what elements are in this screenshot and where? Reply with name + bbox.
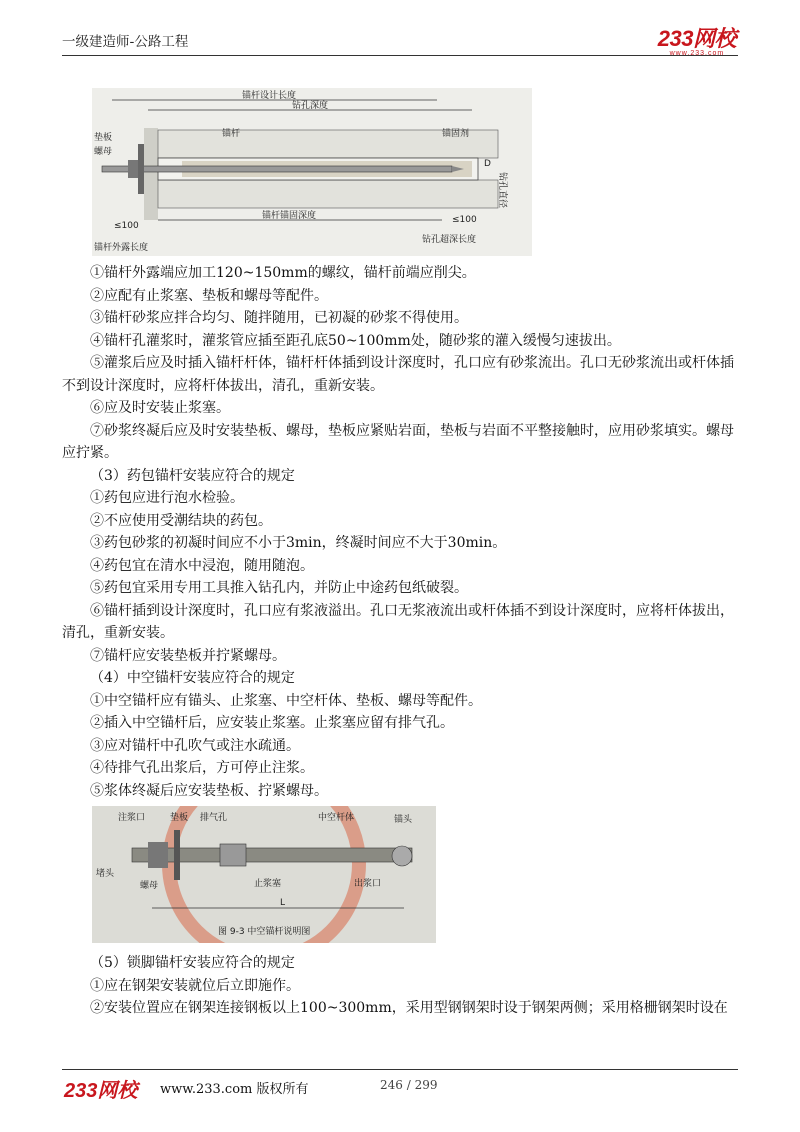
label-grout-inlet: 注浆口 — [118, 813, 146, 823]
paragraph: ②插入中空锚杆后，应安装止浆塞。止浆塞应留有排气孔。 — [90, 715, 454, 731]
label-pad-2: 垫板 — [170, 813, 189, 823]
paragraph: ③锚杆砂浆应拌合均匀、随拌随用，已初凝的砂浆不得使用。 — [90, 310, 468, 326]
label-outlet: 出浆口 — [354, 879, 382, 889]
paragraph: ⑦锚杆应安装垫板并拧紧螺母。 — [90, 647, 286, 664]
paragraph: （5）锁脚锚杆安装应符合的规定 — [90, 955, 295, 971]
label-over-limit: ≤100 — [452, 215, 477, 225]
label-length: L — [280, 898, 286, 908]
body-section-2 — [62, 952, 738, 1020]
paragraph: ②不应使用受潮结块的药包。 — [90, 512, 272, 529]
paragraph: ⑤浆体终凝后应安装垫板、拧紧螺母。 — [90, 782, 328, 799]
hollow-bolt-diagram — [92, 806, 436, 943]
label-vent: 排气孔 — [200, 813, 228, 823]
paragraph: ④锚杆孔灌浆时，灌浆管应插至距孔底50~100mm处，随砂浆的灌入缓慢匀速拔出。 — [90, 332, 621, 349]
label-stop-plug: 止浆塞 — [254, 879, 282, 889]
footer-copyright: www.233.com 版权所有 — [160, 1082, 309, 1097]
label-plug-head: 堵头 — [96, 869, 115, 879]
label-anchor-head: 锚头 — [394, 815, 413, 825]
paragraph: （3）药包锚杆安装应符合的规定 — [90, 467, 295, 484]
label-exposed-length: 锚杆外露长度 — [94, 243, 149, 253]
paragraph: ⑤灌浆后应及时插入锚杆杆体，锚杆杆体插到设计深度时，孔口应有砂浆流出。孔口无砂浆流出或杆体插不到设计深度时，应将杆体拔出，清孔，重新安装。 — [62, 355, 734, 394]
logo-text: 233网校 — [657, 26, 736, 51]
figure2-caption: 图 9-3 中空锚杆说明图 — [218, 927, 311, 937]
label-hole-diameter: 钻孔直径 — [497, 172, 507, 209]
paragraph: ④药包宜在清水中浸泡，随用随泡。 — [90, 557, 314, 574]
label-pad: 垫板 — [94, 133, 113, 143]
paragraph: ②应配有止浆塞、垫板和螺母等配件。 — [90, 287, 328, 304]
paragraph: ①药包应进行泡水检验。 — [90, 490, 244, 506]
body-section-1 — [62, 262, 738, 802]
label-rod: 锚杆 — [222, 129, 241, 139]
paragraph: ①应在钢架安装就位后立即施作。 — [90, 977, 300, 994]
logo-url: www.233.com — [669, 50, 725, 57]
paragraph: ③药包砂浆的初凝时间应不小于3min，终凝时间应不大于30min。 — [90, 535, 507, 551]
paragraph: ①中空锚杆应有锚头、止浆塞、中空杆体、垫板、螺母等配件。 — [90, 692, 482, 709]
document-header-title: 一级建造师-公路工程 — [62, 34, 189, 50]
paragraph: ②安装位置应在钢架连接钢板以上100~300mm，采用型钢钢架时设于钢架两侧；采用格栅钢架时设在 — [90, 1000, 728, 1016]
footer-logo[interactable]: 233网校 — [64, 1080, 138, 1102]
page-number: 246 / 299 — [380, 1078, 438, 1092]
label-design-length: 锚杆设计长度 — [242, 91, 297, 101]
label-hole-depth: 钻孔深度 — [292, 101, 329, 111]
label-diameter-symbol: D — [484, 159, 491, 169]
paragraph: （4）中空锚杆安装应符合的规定 — [90, 670, 295, 686]
label-hollow-rod: 中空杆体 — [318, 813, 355, 823]
label-exposed-limit: ≤100 — [114, 221, 139, 231]
paragraph: ④待排气孔出浆后，方可停止注浆。 — [90, 760, 314, 776]
header-divider — [62, 55, 738, 56]
label-nut-2: 螺母 — [140, 881, 159, 891]
label-nut: 螺母 — [94, 147, 113, 157]
paragraph: ⑦砂浆终凝后应及时安装垫板、螺母，垫板应紧贴岩面，垫板与岩面不平整接触时，应用砂浆填实。螺母应拧紧。 — [62, 422, 734, 461]
paragraph: ⑥锚杆插到设计深度时，孔口应有浆液溢出。孔口无浆液流出或杆体插不到设计深度时，应将杆体拔出，清孔，重新安装。 — [62, 602, 734, 641]
paragraph: ⑥应及时安装止浆塞。 — [90, 400, 230, 416]
paragraph: ③应对锚杆中孔吹气或注水疏通。 — [90, 737, 300, 754]
paragraph: ①锚杆外露端应加工120~150mm的螺纹，锚杆前端应削尖。 — [90, 265, 476, 281]
paragraph: ⑤药包宜采用专用工具推入钻孔内，并防止中途药包纸破裂。 — [90, 580, 468, 596]
footer-divider — [62, 1069, 738, 1070]
rock-bolt-diagram — [92, 88, 532, 256]
label-anchor-depth: 锚杆锚固深度 — [262, 211, 317, 221]
brand-logo[interactable] — [658, 22, 736, 57]
label-over-length: 钻孔超深长度 — [422, 235, 477, 245]
label-anchor-agent: 锚固剂 — [442, 129, 470, 139]
